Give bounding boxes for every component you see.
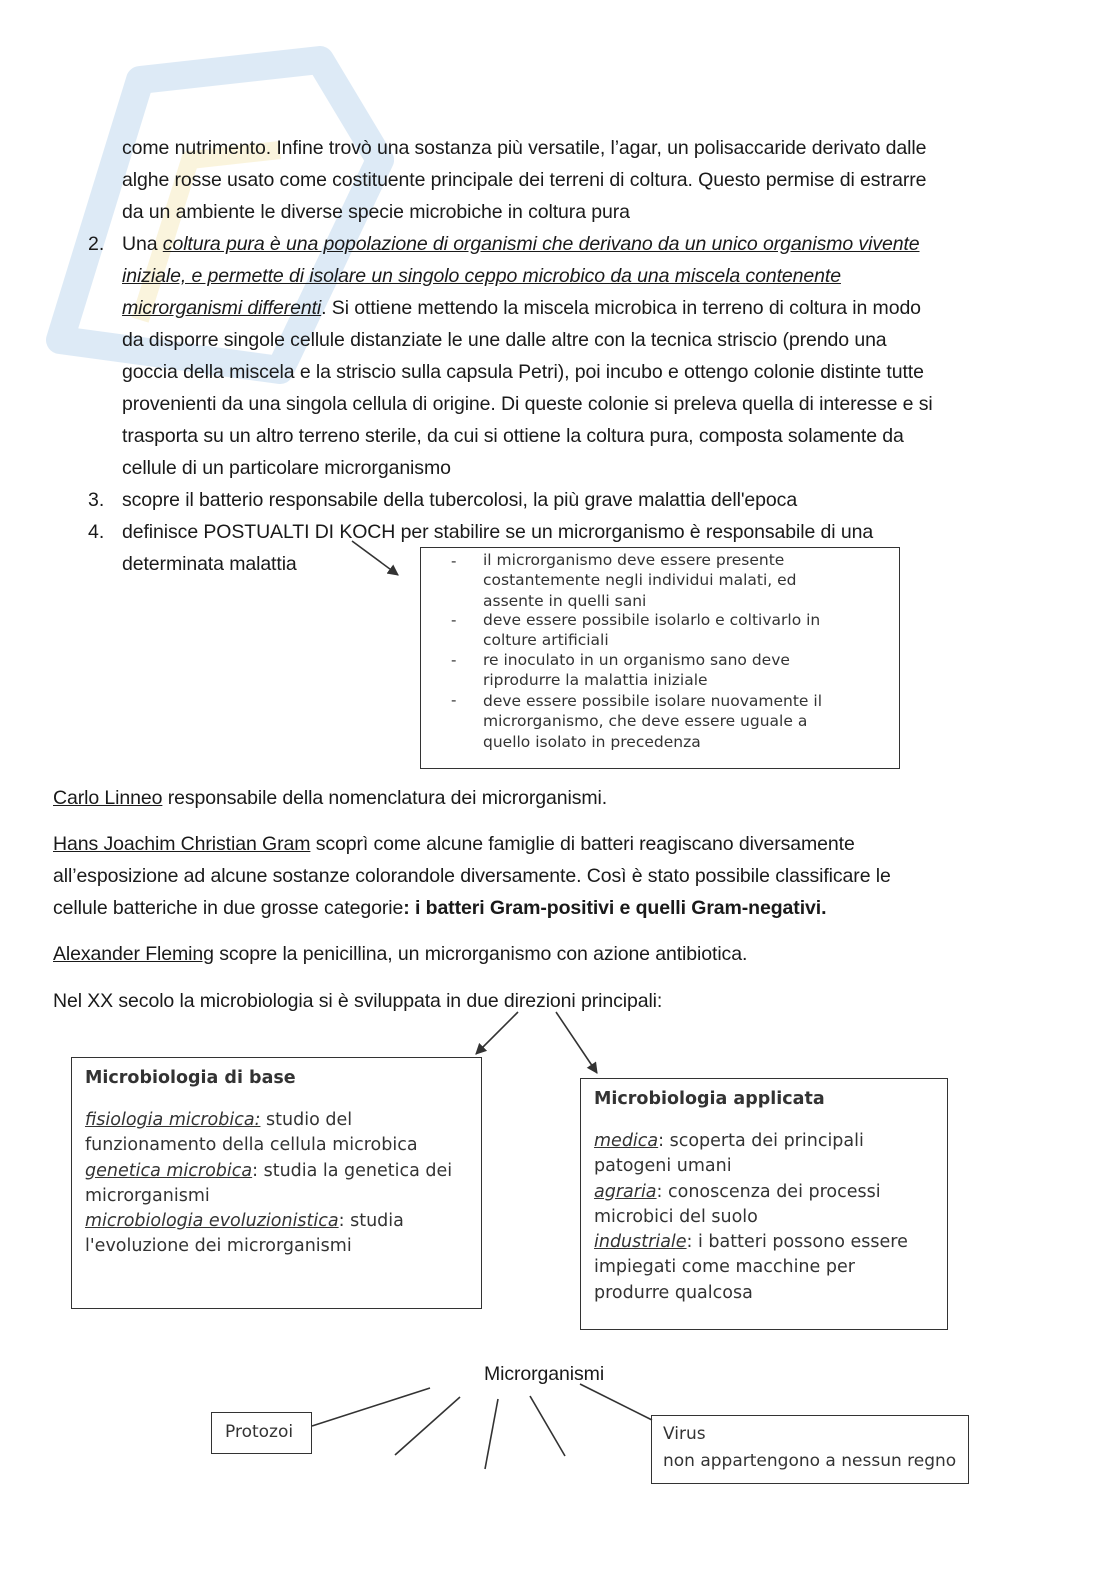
- desc-genetica-1: : studia la genetica dei: [252, 1160, 453, 1181]
- xx-century-paragraph: Nel XX secolo la microbiologia si è sviluppata in due direzioni principali:: [53, 990, 663, 1012]
- desc-industriale-1: : i batteri possono essere: [686, 1232, 908, 1253]
- branch-virus: [580, 1384, 652, 1420]
- postulate-1-line-3: assente in quelli sani: [483, 591, 647, 610]
- term-fisiologia: fisiologia microbica:: [85, 1110, 261, 1130]
- linneo-name: Carlo Linneo: [53, 787, 163, 809]
- arrow-to-applied-icon: [556, 1012, 597, 1073]
- bullet-dash: -: [451, 651, 457, 669]
- intro-line-2: alghe rosse usato come costituente principale dei terreni di coltura. Questo permise di estrarre: [122, 169, 927, 191]
- bullet-dash: -: [451, 552, 457, 570]
- list-number-3: 3.: [88, 489, 105, 511]
- gram-text-3a: cellule batteriche in due grosse categorie: [53, 897, 404, 919]
- desc-genetica-2: microrganismi: [85, 1185, 210, 1206]
- gram-text-1: scoprì come alcune famiglie di batteri reagiscano diversamente: [310, 833, 855, 855]
- bullet-dash: -: [451, 691, 457, 709]
- branch-3: [485, 1399, 498, 1469]
- item2-line-7: trasporta su un altro terreno sterile, da cui si ottiene la coltura pura, composta solamente da: [122, 425, 904, 447]
- term-genetica: genetica microbica: [85, 1160, 253, 1181]
- postulate-3-line-2: riprodurre la malattia iniziale: [483, 671, 708, 690]
- postulate-1-line-2: costantemente negli individui malati, ed: [483, 571, 797, 590]
- virus-label: Virus: [663, 1424, 706, 1444]
- bullet-dash: -: [451, 611, 457, 629]
- item2-rest: . Si ottiene mettendo la miscela microbica in terreno di coltura in modo: [321, 297, 921, 319]
- item2-line-8: cellule di un particolare microrganismo: [122, 457, 451, 479]
- desc-fisiologia-2: funzionamento della cellula microbica: [85, 1135, 418, 1156]
- pure-culture-definition-2: iniziale, e permette di isolare un singolo ceppo microbico da una miscela contenente: [122, 265, 841, 287]
- desc-medica-2: patogeni umani: [594, 1156, 732, 1177]
- branch-2: [395, 1397, 460, 1455]
- arrow-to-basic-icon: [476, 1012, 518, 1054]
- postulate-2-line-1: deve essere possibile isolarlo e coltivarlo in: [483, 611, 821, 629]
- desc-evoluzionistica-1: : studia: [338, 1211, 404, 1232]
- list-number-4: 4.: [88, 521, 105, 543]
- linneo-text: responsabile della nomenclatura dei microrganismi.: [162, 787, 608, 809]
- fleming-text: scopre la penicillina, un microrganismo con azione antibiotica.: [213, 943, 748, 965]
- tree-root-label: Microrganismi: [484, 1363, 605, 1385]
- term-medica: medica: [594, 1131, 659, 1151]
- pure-culture-definition-1: coltura pura è una popolazione di organismi che derivano da un unico organismo vivente: [162, 233, 920, 255]
- fleming-name: Alexander Fleming: [53, 943, 214, 965]
- postulate-3-line-1: re inoculato in un organismo sano deve: [483, 651, 790, 669]
- item2-lead: Una: [122, 233, 163, 255]
- gram-line-2: all’esposizione ad alcune sostanze colorandole diversamente. Così è stato possibile classificare le: [53, 865, 891, 887]
- postulate-4-line-3: quello isolato in precedenza: [483, 732, 701, 751]
- protozoi-label: Protozoi: [225, 1422, 294, 1442]
- item2-line-5: goccia della miscela e la striscio sulla capsula Petri), poi incubo e ottengo colonie distinte tutte: [122, 361, 924, 383]
- branch-4: [530, 1396, 565, 1456]
- desc-agraria-1: : conoscenza dei processi: [656, 1181, 881, 1202]
- term-industriale: industriale: [594, 1232, 687, 1253]
- postulate-1-line-1: il microrganismo deve essere presente: [483, 551, 785, 569]
- basic-microbiology-title: Microbiologia di base: [85, 1068, 296, 1088]
- desc-industriale-3: produrre qualcosa: [594, 1282, 753, 1303]
- desc-agraria-2: microbici del suolo: [594, 1206, 758, 1227]
- applied-microbiology-title: Microbiologia applicata: [594, 1089, 825, 1109]
- item3-text: scopre il batterio responsabile della tubercolosi, la più grave malattia dell'epoca: [122, 489, 798, 511]
- item4-line-2: determinata malattia: [122, 553, 297, 575]
- list-number-2: 2.: [88, 233, 105, 255]
- intro-line-3: da un ambiente le diverse specie microbiche in coltura pura: [122, 201, 630, 223]
- desc-evoluzionistica-2: l'evoluzione dei microrganismi: [85, 1236, 352, 1257]
- branch-protozoi: [312, 1388, 430, 1426]
- postulate-4-line-1: deve essere possibile isolare nuovamente il: [483, 692, 823, 710]
- pure-culture-definition-3: microrganismi differenti: [122, 297, 322, 319]
- item2-line-4: da disporre singole cellule distanziate le une dalle altre con la tecnica striscio (prendo una: [122, 329, 887, 351]
- intro-line-1: come nutrimento. Infine trovò una sostanza più versatile, l’agar, un polisaccaride derivato dalle: [122, 137, 927, 159]
- term-evoluzionistica: microbiologia evoluzionistica: [85, 1211, 339, 1232]
- desc-medica-1: : scoperta dei principali: [658, 1131, 864, 1151]
- postulate-2-line-2: colture artificiali: [483, 631, 609, 650]
- postulate-4-line-2: microrganismo, che deve essere uguale a: [483, 712, 808, 731]
- gram-name: Hans Joachim Christian Gram: [53, 833, 311, 855]
- item2-line-6: provenienti da una singola cellula di origine. Di queste colonie si preleva quella di interesse e si: [122, 393, 933, 415]
- gram-categories: : i batteri Gram-positivi e quelli Gram-negativi.: [403, 897, 827, 919]
- item4-line-1: definisce POSTUALTI DI KOCH per stabilire se un microrganismo è responsabile di una: [122, 521, 874, 543]
- term-agraria: agraria: [594, 1181, 657, 1202]
- koch-arrow-icon: [352, 541, 398, 575]
- virus-note: non appartengono a nessun regno: [663, 1451, 957, 1471]
- desc-industriale-2: impiegati come macchine per: [594, 1257, 855, 1278]
- desc-fisiologia-1: studio del: [260, 1110, 353, 1130]
